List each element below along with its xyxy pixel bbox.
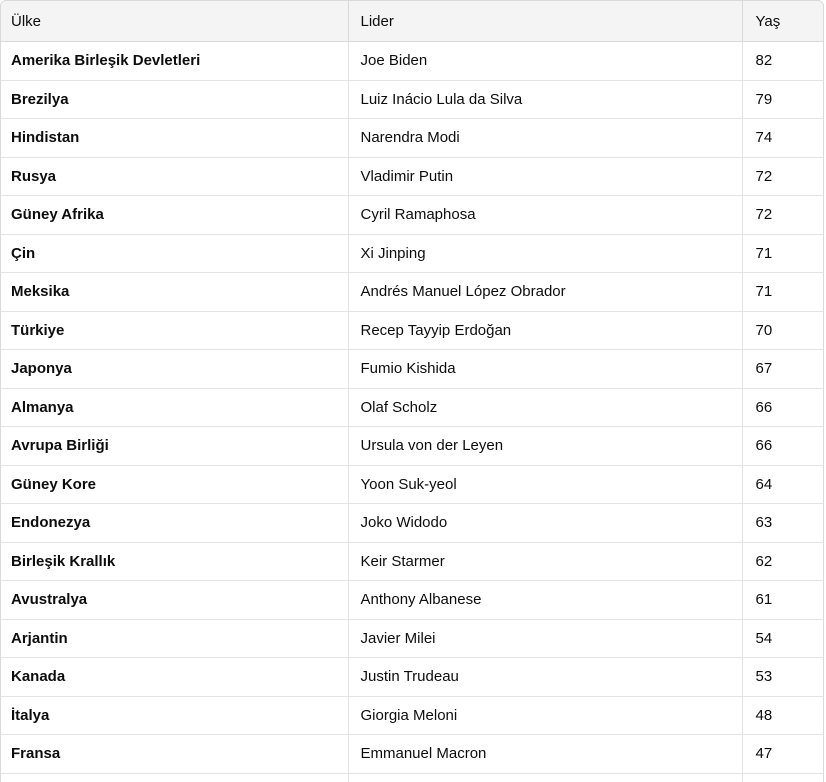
age-cell: 74: [742, 119, 823, 158]
table-row: [1, 273, 823, 312]
leader-cell: Anthony Albanese: [348, 581, 742, 620]
country-cell: Rusya: [1, 157, 348, 196]
country-cell: Amerika Birleşik Devletleri: [1, 42, 348, 81]
table-row: [1, 735, 823, 774]
country-cell: Japonya: [1, 350, 348, 389]
age-cell: [742, 773, 823, 782]
age-cell: 54: [742, 619, 823, 658]
leader-cell: Keir Starmer: [348, 542, 742, 581]
leader-cell: Giorgia Meloni: [348, 696, 742, 735]
age-cell: 53: [742, 658, 823, 697]
column-header-age: Yaş: [742, 1, 823, 42]
country-cell: Çin: [1, 234, 348, 273]
table-header-row: [1, 1, 823, 42]
age-cell: 64: [742, 465, 823, 504]
country-cell: İtalya: [1, 696, 348, 735]
country-cell: Fransa: [1, 735, 348, 774]
country-cell: Meksika: [1, 273, 348, 312]
leader-cell: Fumio Kishida: [348, 350, 742, 389]
country-cell: Hindistan: [1, 119, 348, 158]
leader-cell: Emmanuel Macron: [348, 735, 742, 774]
leader-cell: Olaf Scholz: [348, 388, 742, 427]
age-cell: 63: [742, 504, 823, 543]
country-cell: Avrupa Birliği: [1, 427, 348, 466]
age-cell: 72: [742, 157, 823, 196]
leader-cell: Andrés Manuel López Obrador: [348, 273, 742, 312]
leader-cell: Joko Widodo: [348, 504, 742, 543]
leader-cell: Recep Tayyip Erdoğan: [348, 311, 742, 350]
leader-cell: Yoon Suk-yeol: [348, 465, 742, 504]
table-row: [1, 119, 823, 158]
table-row: [1, 388, 823, 427]
leader-cell: Justin Trudeau: [348, 658, 742, 697]
column-header-country: Ülke: [1, 1, 348, 42]
table-row: [1, 196, 823, 235]
leader-cell: Vladimir Putin: [348, 157, 742, 196]
leader-cell: Javier Milei: [348, 619, 742, 658]
country-cell: Kanada: [1, 658, 348, 697]
leader-cell: Luiz Inácio Lula da Silva: [348, 80, 742, 119]
country-cell: Arjantin: [1, 619, 348, 658]
table-row: [1, 80, 823, 119]
table-row: [1, 234, 823, 273]
table-row: [1, 773, 823, 782]
table-row: [1, 427, 823, 466]
table-row: [1, 504, 823, 543]
leader-cell: Joe Biden: [348, 42, 742, 81]
country-cell: Endonezya: [1, 504, 348, 543]
country-cell: [1, 773, 348, 782]
table-row: [1, 542, 823, 581]
age-cell: 79: [742, 80, 823, 119]
table-row: [1, 42, 823, 81]
country-cell: Avustralya: [1, 581, 348, 620]
leader-cell: Narendra Modi: [348, 119, 742, 158]
age-cell: 66: [742, 427, 823, 466]
table-row: [1, 581, 823, 620]
table-row: [1, 350, 823, 389]
leaders-table: [1, 1, 823, 782]
leader-cell: Cyril Ramaphosa: [348, 196, 742, 235]
age-cell: 71: [742, 273, 823, 312]
country-cell: Türkiye: [1, 311, 348, 350]
leader-cell: Ursula von der Leyen: [348, 427, 742, 466]
table-row: [1, 658, 823, 697]
age-cell: 82: [742, 42, 823, 81]
country-cell: Brezilya: [1, 80, 348, 119]
table-row: [1, 311, 823, 350]
age-cell: 47: [742, 735, 823, 774]
country-cell: Güney Kore: [1, 465, 348, 504]
table-row: [1, 157, 823, 196]
country-cell: Almanya: [1, 388, 348, 427]
country-cell: Güney Afrika: [1, 196, 348, 235]
age-cell: 71: [742, 234, 823, 273]
table-row: [1, 696, 823, 735]
country-cell: Birleşik Krallık: [1, 542, 348, 581]
age-cell: 62: [742, 542, 823, 581]
leader-cell: [348, 773, 742, 782]
table-row: [1, 619, 823, 658]
age-cell: 70: [742, 311, 823, 350]
table-row: [1, 465, 823, 504]
age-cell: 66: [742, 388, 823, 427]
leader-cell: Xi Jinping: [348, 234, 742, 273]
column-header-leader: Lider: [348, 1, 742, 42]
age-cell: 61: [742, 581, 823, 620]
age-cell: 67: [742, 350, 823, 389]
age-cell: 48: [742, 696, 823, 735]
age-cell: 72: [742, 196, 823, 235]
